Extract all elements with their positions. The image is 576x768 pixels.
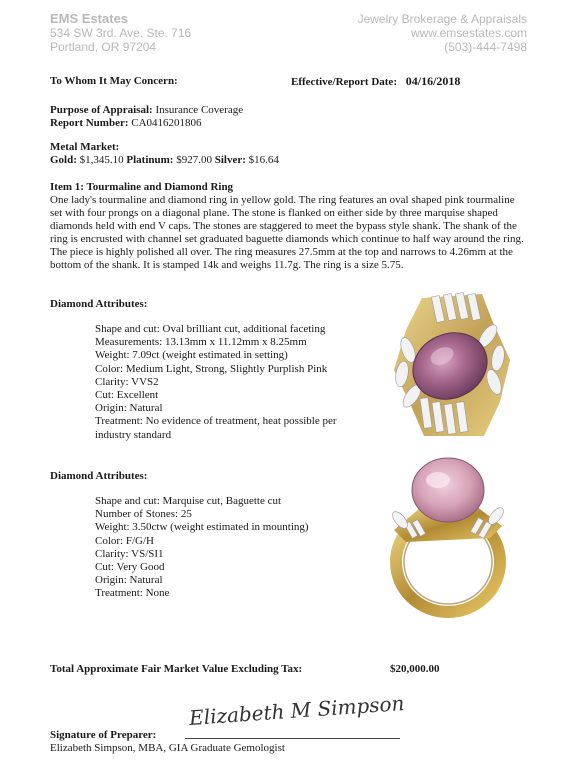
attributes-1-list: [95, 323, 337, 442]
effective-date-line: [291, 75, 460, 89]
company-name: EMS Estates: [50, 11, 129, 26]
attribute-line: Measurements: 13.13mm x 11.12mm x 8.25mm: [95, 336, 307, 349]
company-address-line1: 534 SW 3rd. Ave. Ste. 716: [50, 26, 192, 40]
company-header: [50, 12, 191, 54]
item-title: Item 1: Tourmaline and Diamond Ring: [50, 181, 234, 193]
attributes-2-list: [95, 495, 309, 601]
metal-market-label: Metal Market:: [50, 141, 120, 153]
attribute-line: Treatment: None: [95, 587, 170, 600]
item-description: One lady's tourmaline and diamond ring in yellow gold. The ring features an oval shaped pink tourmaline set with four prongs on a diagonal plane. The stone is flanked on either side by three marquise shaped diamonds held with end V caps. The stones are staggered to meet the bypass style shank. The shank of the ring is encrusted with channel set graduated baguette diamonds which continue to half way around the ring. The piece is highly polished all over. The ring measures 27.5mm at the top and narrows to 4.26mm at the bottom of the shank. It is stamped 14k and weighs 11.7g. The ring is a size 5.75.: [50, 194, 524, 271]
attribute-line: Clarity: VS/SI1: [95, 547, 164, 560]
attributes-2-title: Diamond Attributes:: [50, 470, 148, 482]
platinum-label: Platinum:: [126, 154, 174, 166]
attribute-line: industry standard: [95, 428, 172, 441]
effective-date-label: Effective/Report Date:: [291, 76, 397, 88]
attributes-1-title: Diamond Attributes:: [50, 298, 148, 310]
attribute-line: Weight: 7.09ct (weight estimated in setting): [95, 349, 288, 362]
platinum-value: $927.00: [176, 154, 212, 166]
company-contact: [358, 12, 527, 54]
attribute-line: Color: Medium Light, Strong, Slightly Purplish Pink: [95, 362, 328, 375]
attribute-line: Origin: Natural: [95, 402, 163, 415]
company-address-line2: Portland, OR 97204: [50, 40, 157, 54]
attribute-line: Shape and cut: Oval brilliant cut, additional faceting: [95, 323, 326, 335]
signature-image: Elizabeth M Simpson: [188, 691, 406, 730]
attribute-line: Number of Stones: 25: [95, 508, 192, 521]
report-number-line: [50, 117, 202, 130]
purpose-value: Insurance Coverage: [155, 104, 244, 116]
company-tagline: Jewelry Brokerage & Appraisals: [357, 12, 527, 26]
metal-prices: [50, 154, 279, 167]
attribute-line: Origin: Natural: [95, 574, 163, 587]
effective-date-value: 04/16/2018: [405, 74, 461, 88]
silver-label: Silver:: [214, 154, 246, 166]
company-phone: (503)-444-7498: [444, 40, 527, 54]
ring-top-view-photo: [372, 290, 527, 440]
attribute-line: Cut: Very Good: [95, 561, 165, 574]
signature-line: [185, 738, 400, 739]
attribute-line: Treatment: No evidence of treatment, heat possible per: [95, 415, 337, 428]
preparer-name: Elizabeth Simpson, MBA, GIA Graduate Gemologist: [50, 742, 285, 754]
ring-side-view-photo: [378, 450, 518, 620]
gold-label: Gold:: [50, 154, 77, 166]
report-number-label: Report Number:: [50, 117, 129, 129]
report-number-value: CA0416201806: [131, 117, 202, 129]
company-website: www.emsestates.com: [410, 26, 527, 40]
gold-value: $1,345.10: [79, 154, 124, 166]
silver-value: $16.64: [248, 154, 279, 166]
total-value: $20,000.00: [390, 663, 440, 675]
salutation: To Whom It May Concern:: [50, 75, 178, 87]
signature-label: Signature of Preparer:: [50, 729, 157, 741]
attribute-line: Color: F/G/H: [95, 534, 154, 547]
attribute-line: Weight: 3.50ctw (weight estimated in mounting): [95, 521, 309, 534]
purpose-label: Purpose of Appraisal:: [50, 104, 153, 116]
attribute-line: Cut: Excellent: [95, 389, 159, 402]
total-label: Total Approximate Fair Market Value Excluding Tax:: [50, 663, 303, 675]
purpose-line: [50, 104, 243, 117]
attribute-line: Clarity: VVS2: [95, 375, 159, 388]
attribute-line: Shape and cut: Marquise cut, Baguette cut: [95, 495, 282, 507]
